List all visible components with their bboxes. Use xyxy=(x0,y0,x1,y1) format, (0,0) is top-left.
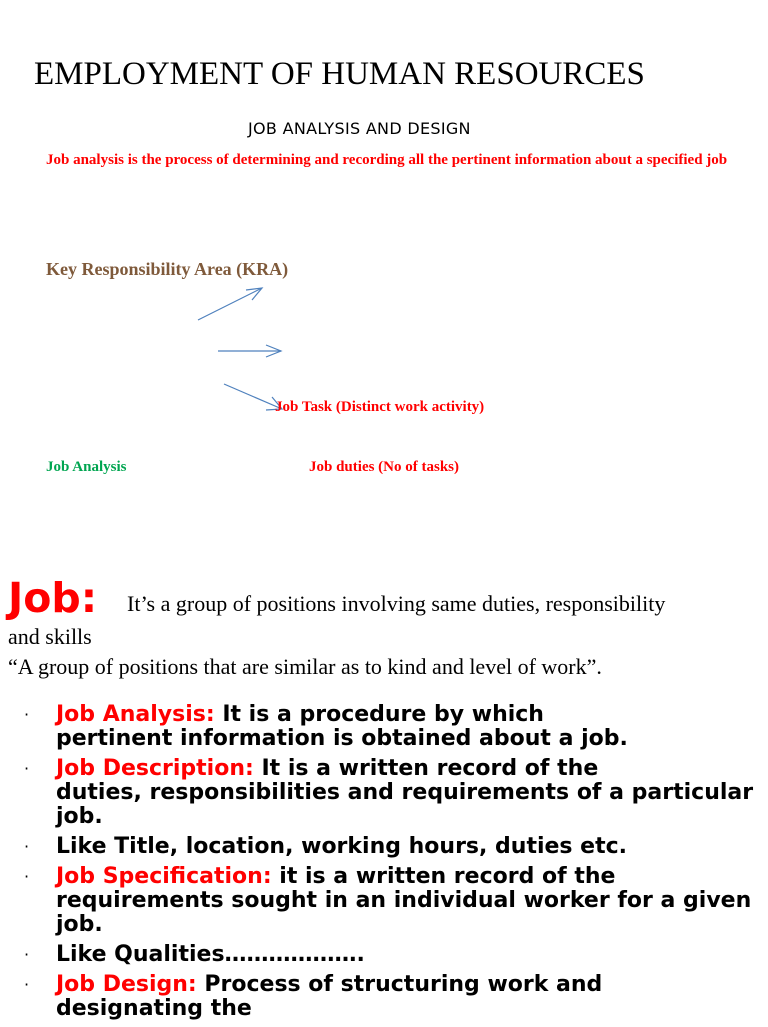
page-title: EMPLOYMENT OF HUMAN RESOURCES xyxy=(34,56,645,92)
bullet-continuation: requirements sought in an individual worker for a given job. xyxy=(56,888,752,937)
job-analysis-definition: Job analysis is the process of determining and recording all the pertinent information about a specified job xyxy=(46,152,728,168)
list-item xyxy=(24,943,754,967)
kra-label: Key Responsibility Area (KRA) xyxy=(46,259,289,279)
arrow-up-right-icon xyxy=(198,288,262,320)
bullet-text: It is a procedure by which xyxy=(214,702,544,727)
bullet-continuation: designating the xyxy=(56,996,252,1021)
bullet-text: it is a written record of the xyxy=(271,864,616,889)
bullet-term: Job Design: xyxy=(56,972,197,997)
bullet-dot: · xyxy=(24,945,30,964)
bullet-text: Process of structuring work and xyxy=(196,972,603,997)
definitions-list xyxy=(24,703,754,1027)
job-duties-label: Job duties (No of tasks) xyxy=(309,459,460,475)
job-quote: “A group of positions that are similar as to kind and level of work”. xyxy=(8,654,602,679)
bullet-text: Like Qualities………………. xyxy=(56,942,365,967)
job-definition-line-2: and skills xyxy=(8,624,92,649)
bullet-term: Job Description: xyxy=(56,756,254,781)
bullet-term: Job Specification: xyxy=(56,864,272,889)
bullet-dot: · xyxy=(24,759,30,778)
bullet-dot: · xyxy=(24,867,30,886)
bullet-text: It is a written record of the xyxy=(253,756,599,781)
list-item xyxy=(24,703,754,751)
list-item xyxy=(24,865,754,937)
arrow-right-icon xyxy=(218,345,281,357)
bullet-dot: · xyxy=(24,975,30,994)
job-task-label: Job Task (Distinct work activity) xyxy=(275,399,485,415)
list-item xyxy=(24,835,754,859)
job-analysis-label: Job Analysis xyxy=(46,459,127,475)
bullet-term: Job Analysis: xyxy=(56,702,215,727)
bullet-continuation: duties, responsibilities and requirements of a particular job. xyxy=(56,780,754,829)
list-item xyxy=(24,973,754,1021)
bullet-dot: · xyxy=(24,837,30,856)
bullet-continuation: pertinent information is obtained about a job. xyxy=(56,726,628,751)
bullet-dot: · xyxy=(24,705,30,724)
list-item xyxy=(24,757,754,829)
job-heading: Job: xyxy=(8,574,98,622)
bullet-text: Like Title, location, working hours, duties etc. xyxy=(56,834,628,859)
section-subtitle: JOB ANALYSIS AND DESIGN xyxy=(248,119,471,138)
arrow-down-right-icon xyxy=(224,384,282,410)
job-definition-line-1: It’s a group of positions involving same duties, responsibility xyxy=(127,591,666,616)
